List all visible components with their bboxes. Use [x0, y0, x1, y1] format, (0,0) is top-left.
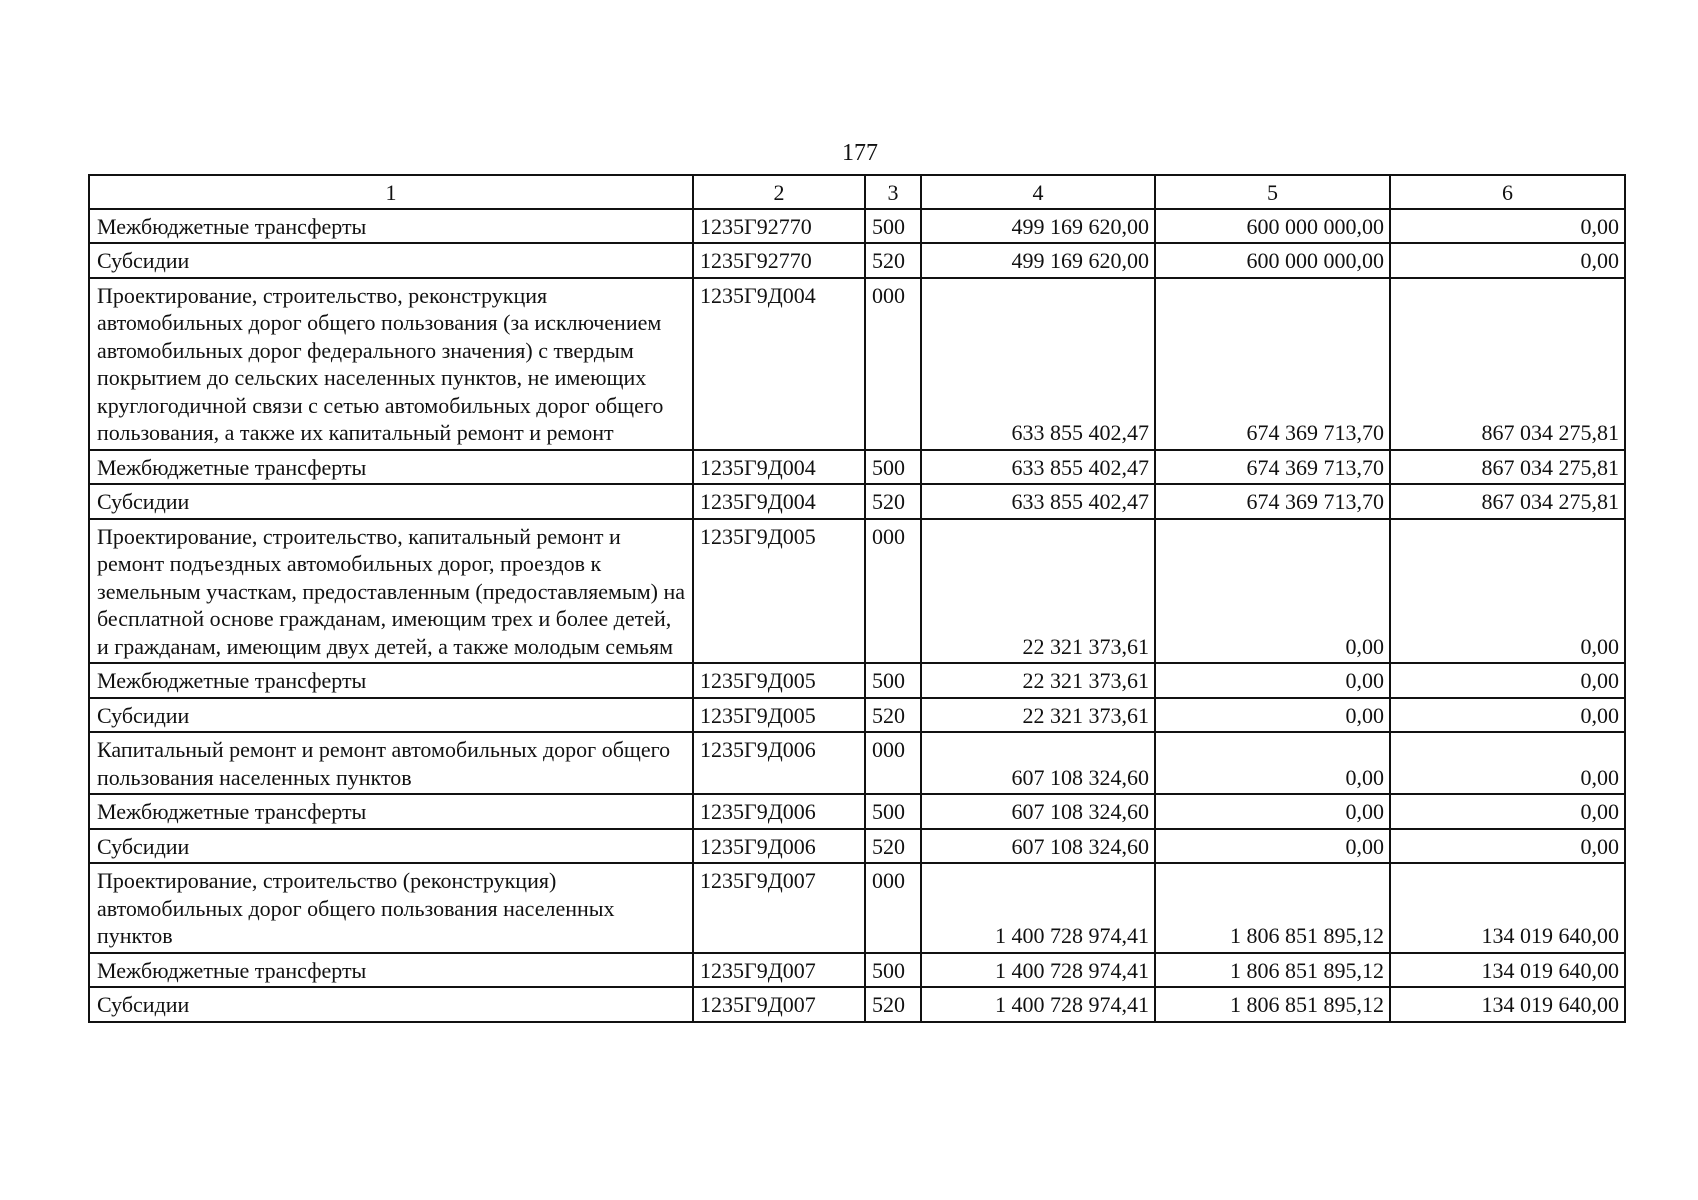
row-name-cell: Межбюджетные трансферты	[89, 209, 693, 244]
row-name-cell: Субсидии	[89, 698, 693, 733]
table-row	[89, 278, 1625, 450]
row-amount-col5-cell: 0,00	[1155, 519, 1390, 664]
row-amount-col5-cell: 674 369 713,70	[1155, 450, 1390, 485]
row-amount-col6-cell: 134 019 640,00	[1390, 863, 1625, 953]
row-amount-col4-cell: 633 855 402,47	[921, 278, 1155, 450]
row-code-cell: 1235Г9Д004	[693, 484, 865, 519]
row-vr-cell: 520	[865, 484, 921, 519]
row-amount-col5-cell: 600 000 000,00	[1155, 209, 1390, 244]
row-code-cell: 1235Г92770	[693, 243, 865, 278]
row-name-cell: Проектирование, строительство, реконструкция автомобильных дорог общего пользования (за исключением автомобильных дорог федерального значения) с твердым покрытием до сельских населенных пунктов, не имеющих круглогодичной связи с сетью автомобильных дорог общего пользования, а также их капитальный ремонт и ремонт	[89, 278, 693, 450]
row-amount-col5-cell: 1 806 851 895,12	[1155, 953, 1390, 988]
row-code-cell: 1235Г9Д004	[693, 278, 865, 450]
table-header-row	[89, 175, 1625, 209]
page-number: 177	[842, 140, 878, 166]
row-amount-col4-cell: 633 855 402,47	[921, 450, 1155, 485]
row-amount-col6-cell: 867 034 275,81	[1390, 450, 1625, 485]
header-cell-3: 3	[865, 175, 921, 209]
row-vr-cell: 000	[865, 519, 921, 664]
row-amount-col5-cell: 674 369 713,70	[1155, 278, 1390, 450]
row-amount-col6-cell: 0,00	[1390, 519, 1625, 664]
row-code-cell: 1235Г9Д006	[693, 732, 865, 794]
row-amount-col4-cell: 22 321 373,61	[921, 698, 1155, 733]
table-row	[89, 484, 1625, 519]
row-vr-cell: 520	[865, 987, 921, 1022]
row-vr-cell: 520	[865, 243, 921, 278]
row-amount-col6-cell: 0,00	[1390, 794, 1625, 829]
row-code-cell: 1235Г9Д006	[693, 829, 865, 864]
row-amount-col6-cell: 134 019 640,00	[1390, 987, 1625, 1022]
row-vr-cell: 520	[865, 829, 921, 864]
header-cell-4: 4	[921, 175, 1155, 209]
row-amount-col5-cell: 0,00	[1155, 698, 1390, 733]
table-row	[89, 663, 1625, 698]
row-amount-col4-cell: 22 321 373,61	[921, 663, 1155, 698]
table-body	[89, 175, 1625, 1022]
row-amount-col5-cell: 600 000 000,00	[1155, 243, 1390, 278]
row-amount-col6-cell: 0,00	[1390, 829, 1625, 864]
row-name-cell: Проектирование, строительство (реконструкция) автомобильных дорог общего пользования населенных пунктов	[89, 863, 693, 953]
row-amount-col5-cell: 0,00	[1155, 794, 1390, 829]
row-amount-col5-cell: 0,00	[1155, 732, 1390, 794]
row-vr-cell: 000	[865, 863, 921, 953]
row-name-cell: Капитальный ремонт и ремонт автомобильных дорог общего пользования населенных пунктов	[89, 732, 693, 794]
row-amount-col4-cell: 499 169 620,00	[921, 243, 1155, 278]
header-cell-2: 2	[693, 175, 865, 209]
row-amount-col4-cell: 22 321 373,61	[921, 519, 1155, 664]
row-name-cell: Субсидии	[89, 484, 693, 519]
row-amount-col6-cell: 0,00	[1390, 663, 1625, 698]
table-row	[89, 953, 1625, 988]
row-amount-col4-cell: 607 108 324,60	[921, 829, 1155, 864]
row-amount-col4-cell: 607 108 324,60	[921, 794, 1155, 829]
row-amount-col6-cell: 0,00	[1390, 732, 1625, 794]
row-code-cell: 1235Г9Д005	[693, 663, 865, 698]
row-amount-col4-cell: 1 400 728 974,41	[921, 863, 1155, 953]
row-name-cell: Проектирование, строительство, капитальный ремонт и ремонт подъездных автомобильных дорог, проездов к земельным участкам, предоставленным (предоставляемым) на бесплатной основе гражданам, имеющим трех и более детей, и гражданам, имеющим двух детей, а также молодым семьям	[89, 519, 693, 664]
row-amount-col4-cell: 499 169 620,00	[921, 209, 1155, 244]
row-code-cell: 1235Г9Д005	[693, 519, 865, 664]
table-row	[89, 794, 1625, 829]
header-cell-1: 1	[89, 175, 693, 209]
row-amount-col5-cell: 0,00	[1155, 829, 1390, 864]
row-name-cell: Субсидии	[89, 987, 693, 1022]
row-name-cell: Межбюджетные трансферты	[89, 794, 693, 829]
row-name-cell: Субсидии	[89, 243, 693, 278]
row-amount-col4-cell: 1 400 728 974,41	[921, 987, 1155, 1022]
row-name-cell: Межбюджетные трансферты	[89, 663, 693, 698]
row-name-cell: Межбюджетные трансферты	[89, 953, 693, 988]
table-row	[89, 732, 1625, 794]
row-code-cell: 1235Г9Д007	[693, 953, 865, 988]
row-amount-col6-cell: 0,00	[1390, 243, 1625, 278]
row-vr-cell: 500	[865, 209, 921, 244]
row-code-cell: 1235Г9Д005	[693, 698, 865, 733]
row-amount-col4-cell: 1 400 728 974,41	[921, 953, 1155, 988]
row-vr-cell: 500	[865, 663, 921, 698]
table-row	[89, 209, 1625, 244]
row-name-cell: Субсидии	[89, 829, 693, 864]
table-row	[89, 829, 1625, 864]
row-vr-cell: 000	[865, 278, 921, 450]
header-cell-6: 6	[1390, 175, 1625, 209]
row-amount-col4-cell: 633 855 402,47	[921, 484, 1155, 519]
row-amount-col6-cell: 867 034 275,81	[1390, 484, 1625, 519]
row-name-cell: Межбюджетные трансферты	[89, 450, 693, 485]
table-row	[89, 987, 1625, 1022]
row-code-cell: 1235Г9Д007	[693, 863, 865, 953]
row-amount-col6-cell: 867 034 275,81	[1390, 278, 1625, 450]
row-vr-cell: 500	[865, 953, 921, 988]
row-amount-col6-cell: 134 019 640,00	[1390, 953, 1625, 988]
header-cell-5: 5	[1155, 175, 1390, 209]
table-row	[89, 863, 1625, 953]
row-code-cell: 1235Г9Д006	[693, 794, 865, 829]
budget-table	[88, 174, 1626, 1023]
row-code-cell: 1235Г9Д007	[693, 987, 865, 1022]
row-amount-col5-cell: 674 369 713,70	[1155, 484, 1390, 519]
row-code-cell: 1235Г9Д004	[693, 450, 865, 485]
row-amount-col6-cell: 0,00	[1390, 698, 1625, 733]
table-row	[89, 519, 1625, 664]
row-vr-cell: 500	[865, 450, 921, 485]
row-amount-col5-cell: 1 806 851 895,12	[1155, 863, 1390, 953]
table-row	[89, 243, 1625, 278]
row-amount-col4-cell: 607 108 324,60	[921, 732, 1155, 794]
table-row	[89, 450, 1625, 485]
row-amount-col6-cell: 0,00	[1390, 209, 1625, 244]
row-vr-cell: 500	[865, 794, 921, 829]
row-amount-col5-cell: 0,00	[1155, 663, 1390, 698]
row-vr-cell: 000	[865, 732, 921, 794]
row-code-cell: 1235Г92770	[693, 209, 865, 244]
table-row	[89, 698, 1625, 733]
row-amount-col5-cell: 1 806 851 895,12	[1155, 987, 1390, 1022]
row-vr-cell: 520	[865, 698, 921, 733]
